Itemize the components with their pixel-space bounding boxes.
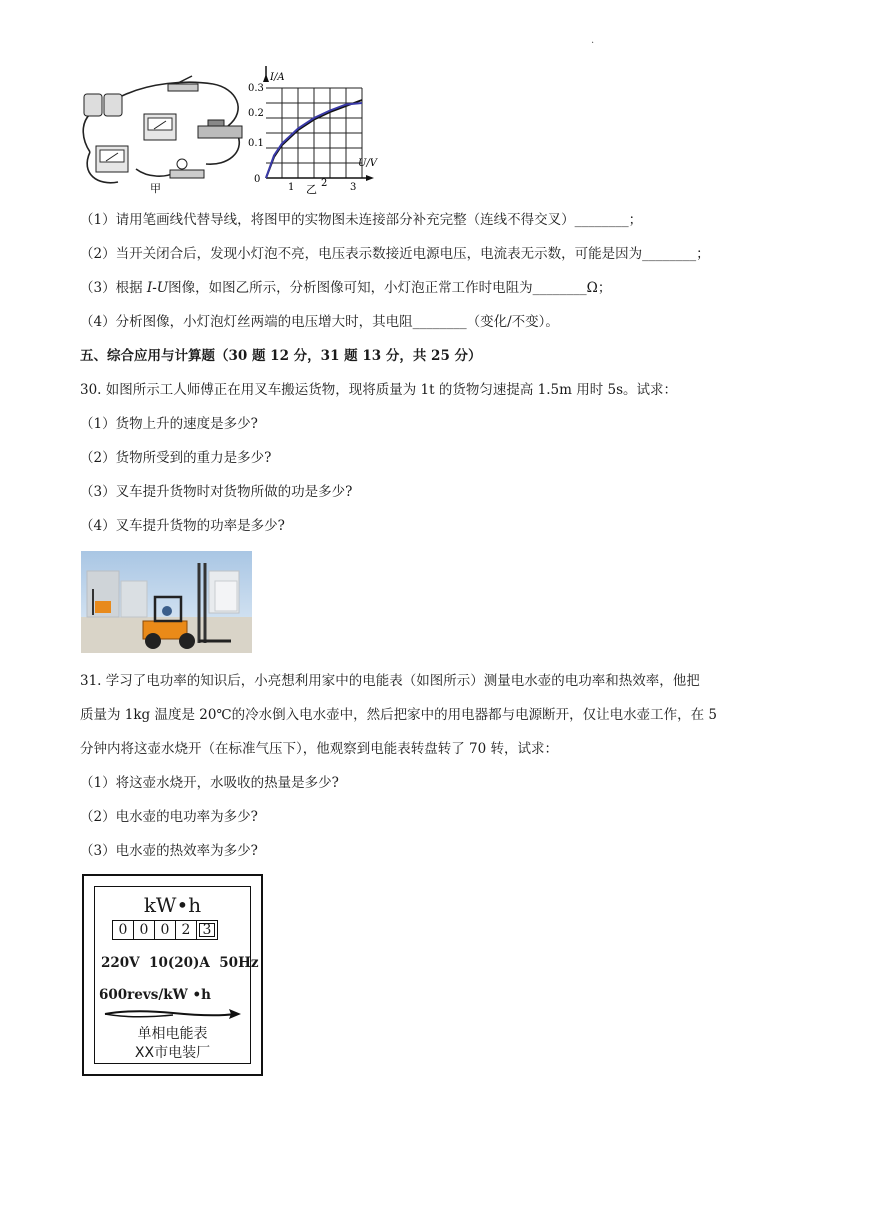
q31-sub1: （1）将这壶水烧开，水吸收的热量是多少? — [80, 775, 339, 791]
q30-sub3: （3）叉车提升货物时对货物所做的功是多少? — [80, 484, 353, 500]
meter-maker: XX市电装厂 — [134, 1045, 211, 1061]
q31-sub3: （3）电水壶的热效率为多少? — [80, 843, 258, 859]
meter-digit: 0 — [112, 920, 134, 940]
q30-stem: 30. 如图所示工人师傅正在用叉车搬运货物，现将质量为 1t 的货物匀速提高 1.5m 用时 5s。试求： — [80, 382, 678, 398]
iu-graph — [246, 66, 386, 196]
meter-digit: 2 — [175, 920, 197, 940]
q30-sub2: （2）货物所受到的重力是多少? — [80, 450, 272, 466]
y-tick-0.1: 0.1 — [248, 138, 264, 149]
y-tick-0.3: 0.3 — [248, 83, 264, 94]
x-tick-2: 2 — [321, 178, 328, 189]
meter-digits — [112, 920, 217, 940]
meter-digit-decimal: 3 — [196, 920, 218, 940]
meter-digit: 0 — [133, 920, 155, 940]
q30-sub1: （1）货物上升的速度是多少? — [80, 416, 258, 432]
meter-revs: 600revs/kW •h — [99, 987, 211, 1003]
origin-label: 0 — [254, 174, 261, 185]
q29-part4: （4）分析图像，小灯泡灯丝两端的电压增大时，其电阻________（变化/不变）。 — [80, 314, 559, 330]
forklift-photo — [81, 551, 252, 653]
label-jia: 甲 — [150, 182, 161, 194]
section-title: 五、综合应用与计算题（30 题 12 分，31 题 13 分，共 25 分） — [80, 348, 482, 364]
meter-name: 单相电能表 — [137, 1026, 208, 1042]
q31-stem-line2: 质量为 1kg 温度是 20℃的冷水倒入电水壶中，然后把家中的用电器都与电源断开，仅让电水壶工作，在 5 — [80, 707, 717, 723]
meter-arrow-icon — [103, 1007, 243, 1021]
header-mark: . — [591, 35, 595, 46]
energy-meter — [82, 874, 263, 1076]
label-yi: 乙 — [306, 183, 317, 196]
q31-sub2: （2）电水壶的电功率为多少? — [80, 809, 258, 825]
y-axis-label: I/A — [270, 72, 285, 83]
meter-spec: 220V 10(20)A 50Hz — [101, 955, 259, 971]
x-axis-label: U/V — [358, 158, 378, 169]
q30-sub4: （4）叉车提升货物的功率是多少? — [80, 518, 285, 534]
meter-digit: 0 — [154, 920, 176, 940]
meter-unit: kW•h — [143, 893, 202, 917]
q29-part3: （3）根据 I-U图像，如图乙所示，分析图像可知，小灯泡正常工作时电阻为________Ω； — [80, 280, 612, 296]
y-tick-0.2: 0.2 — [248, 108, 264, 119]
circuit-apparatus-figure — [78, 74, 252, 194]
q31-stem-line1: 31. 学习了电功率的知识后，小亮想利用家中的电能表（如图所示）测量电水壶的电功率和热效率，他把 — [80, 673, 700, 689]
q31-stem-line3: 分钟内将这壶水烧开（在标准气压下），他观察到电能表转盘转了 70 转，试求： — [80, 741, 559, 757]
q29-part2: （2）当开关闭合后，发现小灯泡不亮，电压表示数接近电源电压，电流表无示数，可能是因为________； — [80, 246, 710, 262]
x-tick-3: 3 — [350, 182, 357, 193]
x-tick-1: 1 — [288, 182, 295, 193]
q29-part1: （1）请用笔画线代替导线，将图甲的实物图未连接部分补充完整（连线不得交叉）________； — [80, 212, 643, 228]
